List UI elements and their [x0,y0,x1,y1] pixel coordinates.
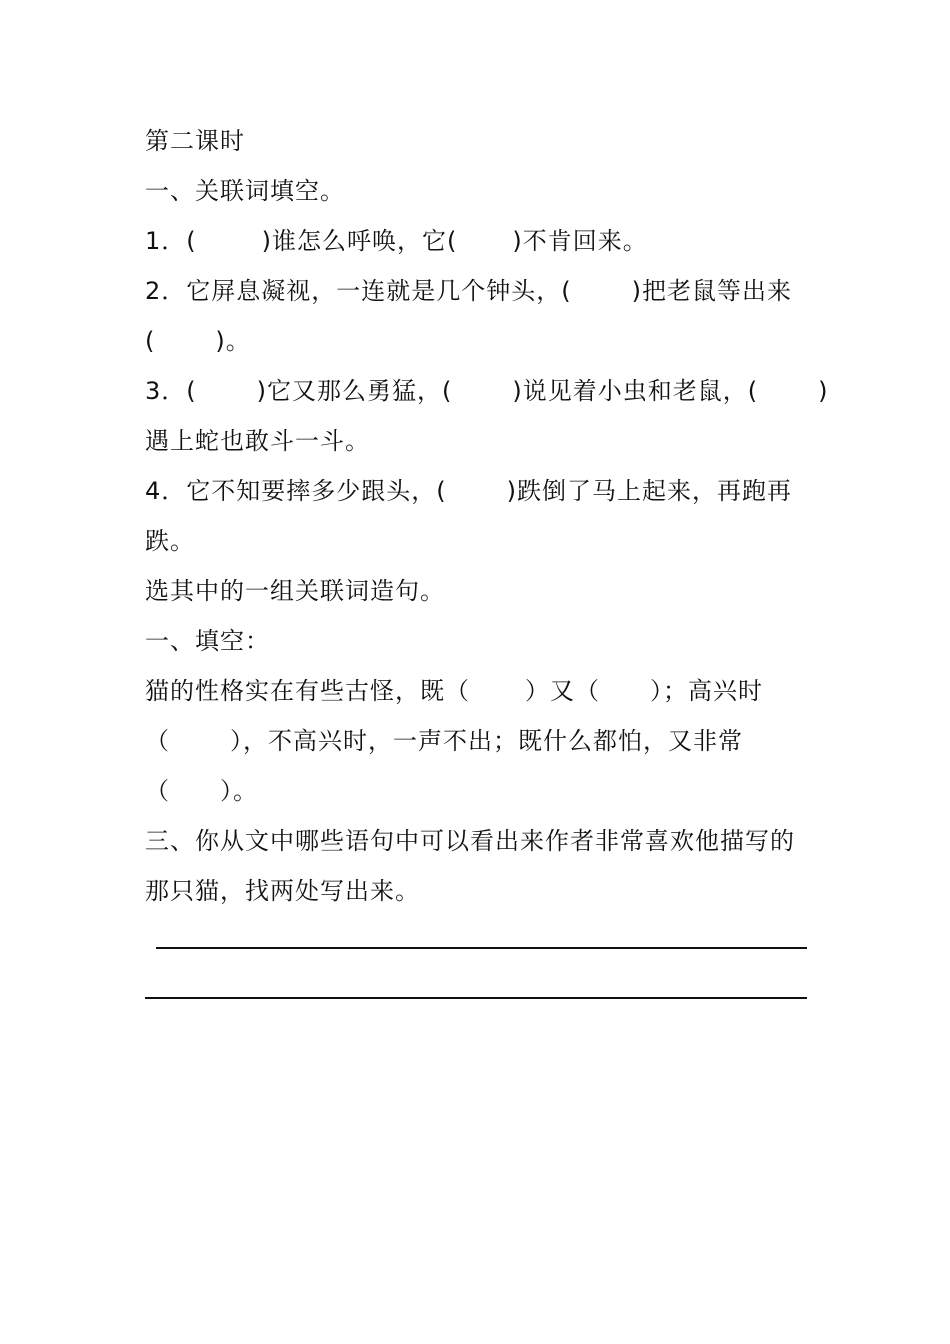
section3-line1: 三、你从文中哪些语句中可以看出来作者非常喜欢他描写的 [145,827,795,855]
q2-text-b: )把老鼠等出来 [631,277,793,305]
fill-line-2 [145,716,807,766]
q1-text-b: )谁怎么呼唤，它( [261,227,458,255]
fill-line-1 [145,666,807,716]
q2-text-d: )。 [215,327,251,355]
section2-heading: 一、填空： [145,627,270,655]
q3-text-d: ) [818,377,829,405]
question-3-line2: 遇上蛇也敢斗一斗。 [145,427,370,455]
fill2-text-b: ），不高兴时，一声不出；既什么都怕，又非常 [230,727,743,755]
q1-text-c: )不肯回来。 [512,227,648,255]
q2-text-c: ( [145,327,156,355]
q2-text-a: 2．它屏息凝视，一连就是几个钟头，( [145,277,572,305]
q3-text-a: 3．( [145,377,197,405]
answer-line-2[interactable] [145,997,807,999]
q4-text-a: 4．它不知要摔多少跟头，( [145,477,447,505]
fill1-text-a: 猫的性格实在有些古怪，既（ [145,677,470,705]
question-2-line1 [145,266,807,316]
q3-text-b: )它又那么勇猛，( [256,377,453,405]
fill3-text-a: （ [145,777,170,805]
fill-line-3 [145,766,807,816]
question-4-line1 [145,466,807,516]
q1-text-a: 1．( [145,227,197,255]
fill1-text-b: ）又（ [525,677,600,705]
question-3-line1 [145,366,829,416]
sentence-instruction: 选其中的一组关联词造句。 [145,577,445,605]
fill2-text-a: （ [145,727,170,755]
section3-line2: 那只猫，找两处写出来。 [145,877,420,905]
question-2-line2 [145,316,807,366]
question-1 [145,216,807,266]
fill1-text-c: ）；高兴时 [650,677,763,705]
question-4-line2: 跌。 [145,527,195,555]
q4-text-b: )跌倒了马上起来，再跑再 [506,477,793,505]
worksheet [145,116,829,916]
lesson-title: 第二课时 [145,127,245,155]
section1-heading: 一、关联词填空。 [145,177,345,205]
q3-text-c: )说见着小虫和老鼠，( [512,377,759,405]
answer-line-1[interactable] [156,947,807,949]
fill3-text-b: ）。 [220,777,258,805]
